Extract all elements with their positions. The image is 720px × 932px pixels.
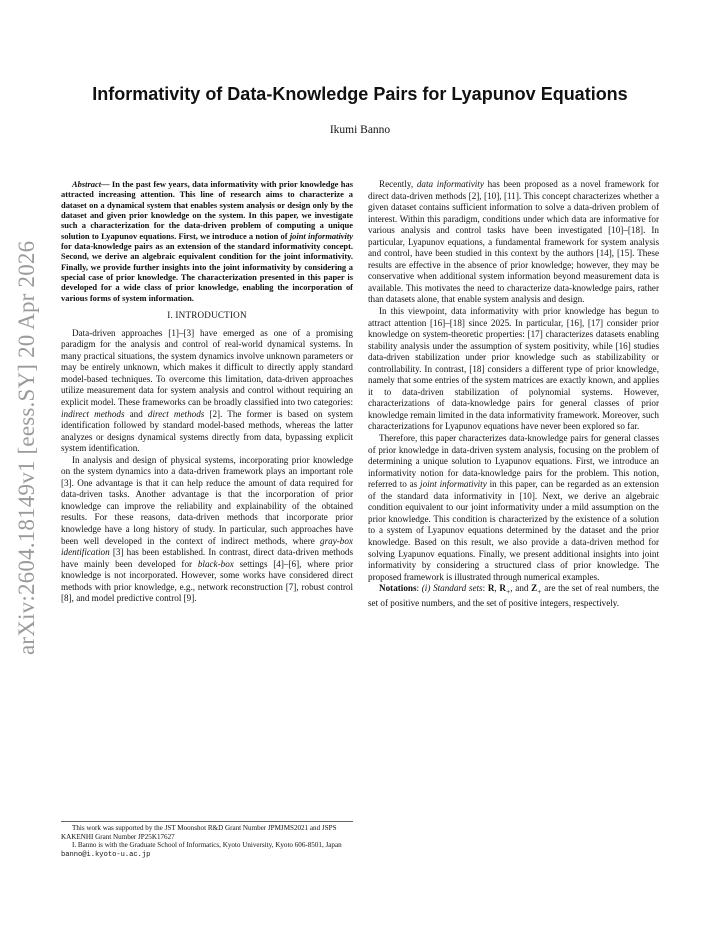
intro-paragraph-4: In this viewpoint, data informativity with prior knowledge has begun to attract attention [16]–[18] since 2025. In particular, [16], [17] consider prior knowledge on system-theoretic properties: [17] characterizes datasets enabling stability analysis under the assumption of system positivity, while [16] studies data-driven stabilization under prior knowledge such as stabilizability or controllability. In contrast, [18] considers a different type of prior knowledge, namely that some entries of the system matrices are exactly known, and applies it to data-driven stabilization of polynomial systems. However, characterizations of data-knowledge pairs for general classes of prior knowledge remain limited in the data informativity framework. Moreover, such characterizations for Lyapunov equations have never been explored so far. xyxy=(368,306,659,432)
right-column xyxy=(368,179,659,609)
paper-title: Informativity of Data-Knowledge Pairs for Lyapunov Equations xyxy=(92,84,628,104)
abstract-label: Abstract xyxy=(72,179,102,189)
intro-paragraph-2: In analysis and design of physical systems, incorporating prior knowledge on the system dynamics into a data-driven framework plays an important role [3]. One advantage is that it can help reduce the amount of data required for data-driven tasks. Another advantage is that the incorporation of prior knowledge can improve the reliability and explainability of the obtained results. For these reasons, data-driven methods that incorporate prior knowledge have a long history of study. In particular, such approaches have been well developed in the context of indirect methods, where gray-box identification [3] has been established. In contrast, direct data-driven methods have mainly been developed for black-box settings [4]–[6], where prior knowledge is not incorporated. However, some works have considered direct methods with prior knowledge, e.g., network reconstruction [7], robust control [8], and model predictive control [9]. xyxy=(61,454,353,604)
intro-paragraph-1: Data-driven approaches [1]–[3] have emerged as one of a promising paradigm for the analysis and control of real-world dynamical systems. In many practical situations, the system dynamics involve unknown parameters or may be entirely unknown, which makes it difficult to directly apply standard model-based techniques. To overcome this limitation, data-driven approaches utilize measurement data for system analysis and control without requiring an explicit model. These frameworks can be broadly classified into two categories: indirect methods and direct methods [2]. The former is based on system identification followed by standard model-based methods, whereas the latter analyzes or designs dynamical systems directly from data, bypassing explicit system identification. xyxy=(61,327,354,454)
abstract xyxy=(61,179,353,303)
abstract-term: joint informativity xyxy=(289,230,353,241)
notations-paragraph: Notations: (i) Standard sets: R, $R_+$, and $Z_+$ are the set of real numbers, the set of positive numbers, and the set of positive integers, respectively. xyxy=(368,583,659,608)
abstract-text: — In the past few years, data informativity with prior knowledge has attracted increasing attention. This line of research aims to characterize a dataset on a dynamical system that enables system analysis or design only by the dataset and given prior knowledge on the system. In this paper, we investigate such a characterization for the data-driven problem of computing a unique solution to Lyapunov equations. First, we introduce a notion of xyxy=(61,179,353,241)
footnote-affiliation: I. Banno is with the Graduate School of Informatics, Kyoto University, Kyoto 606-8501, Japan banno@i.kyoto-u.ac.jp xyxy=(61,841,342,859)
author-email-link[interactable]: banno@i.kyoto-u.ac.jp xyxy=(61,850,151,859)
footnotes xyxy=(61,821,353,859)
notations-label: Notations xyxy=(379,583,417,594)
intro-paragraph-3: Recently, data informativity has been proposed as a novel framework for direct data-driven methods [2], [10], [11]. This concept characterizes whether a given dataset contains sufficient information to solve a data-driven problem of interest. Within this paradigm, conditions under which data are informative for various analysis and control tasks have been investigated [10]–[18]. In particular, Lyapunov equations, a fundamental framework for system analysis and control, have been studied in this context by the authors [14], [15]. These results are effective in the absence of prior knowledge; however, they may be conservative when additional system information beyond measurement data is available. This motivates the need to characterize data-knowledge pairs, rather than datasets alone, that enable system analysis and design. xyxy=(368,179,659,305)
abstract-text-2: for data-knowledge pairs as an extension of the standard informativity concept. Second, we derive an algebraic equivalent condition for the joint informativity. Finally, we provide further insights into the joint informativity by considering a special case of prior knowledge. The characterization presented in this paper is developed for a wide class of prior knowledge, enabling the incorporation of various forms of system information. xyxy=(61,241,353,303)
arxiv-identifier-stamp: arXiv:2604.18149v1 [eess.SY] 20 Apr 2026 xyxy=(14,240,39,655)
section-heading-introduction: I. INTRODUCTION xyxy=(167,310,247,321)
footnote-funding: This work was supported by the JST Moonshot R&D Grant Number JPMJMS2021 and JSPS KAKENHI Grant Number JP25K17627 xyxy=(61,824,337,841)
author-name: Ikumi Banno xyxy=(329,124,391,136)
intro-paragraph-5: Therefore, this paper characterizes data-knowledge pairs for general classes of prior knowledge in data-driven system analysis, focusing on the problem of determining a unique solution to Lyapunov equations. First, we introduce an informativity notion for data-knowledge pairs for the problem. This notion, referred to as joint informativity in this paper, can be regarded as an extension of the standard data informativity in [10]. Next, we derive an algebraic condition equivalent to our joint informativity under a mild assumption on the prior knowledge. This condition is characterized by the existence of a solution to a system of Lyapunov equations determined by the dataset and the prior knowledge. Based on this result, we also provide a data-driven method for solving Lyapunov equations. Finally, we present additional insights into joint informativity by considering a structured class of prior knowledge. The proposed framework is illustrated through numerical examples. xyxy=(368,433,659,582)
left-column xyxy=(61,179,353,605)
